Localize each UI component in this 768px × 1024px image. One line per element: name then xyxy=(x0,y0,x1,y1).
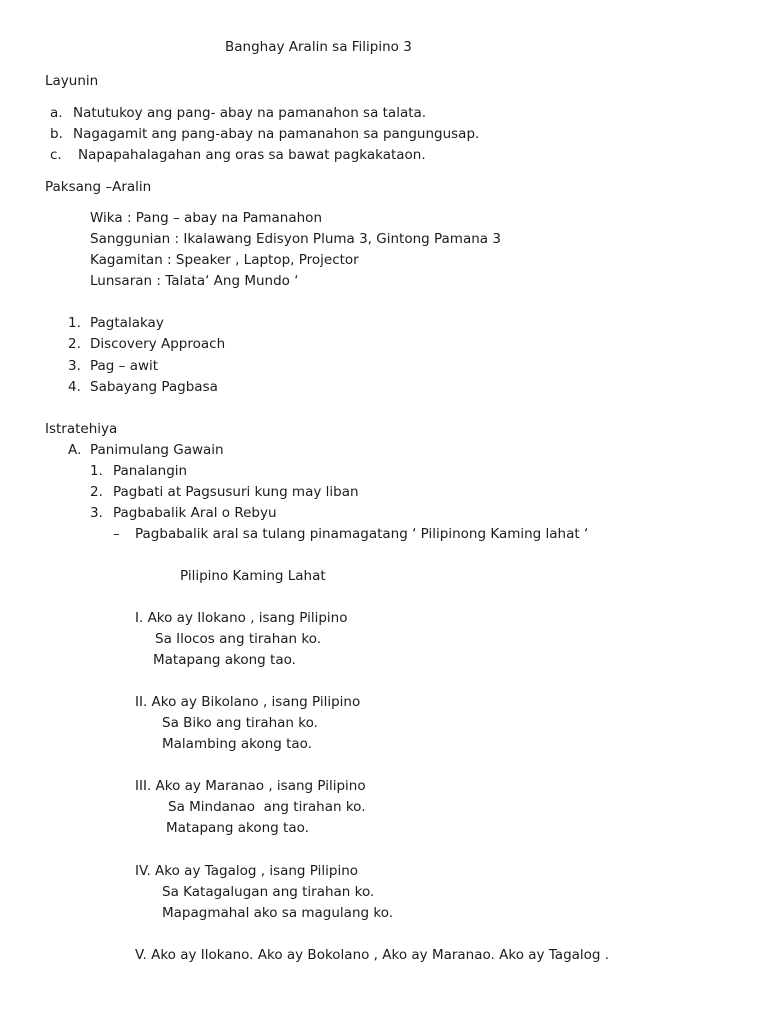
detail-line: Kagamitan : Speaker , Laptop, Projector xyxy=(90,252,359,268)
list-marker: 1. xyxy=(90,463,103,479)
paksang-aralin-heading: Paksang –Aralin xyxy=(45,179,152,195)
detail-line: Lunsaran : Talata‘ Ang Mundo ‘ xyxy=(90,273,299,289)
objective-item: Natutukoy ang pang- abay na pamanahon sa talata. xyxy=(73,105,427,121)
poem-line: Sa Ilocos ang tirahan ko. xyxy=(155,631,322,647)
poem-line: Sa Mindanao ang tirahan ko. xyxy=(168,799,366,815)
step-item: Panalangin xyxy=(113,463,188,479)
poem-line: Matapang akong tao. xyxy=(166,820,309,836)
poem-line: Mapagmahal ako sa magulang ko. xyxy=(162,905,394,921)
list-marker: 4. xyxy=(68,379,81,395)
poem-line: III. Ako ay Maranao , isang Pilipino xyxy=(135,778,366,794)
dash-marker: – xyxy=(113,526,120,542)
list-marker: c. xyxy=(50,147,62,163)
poem-line: Malambing akong tao. xyxy=(162,736,312,752)
method-item: Discovery Approach xyxy=(90,336,226,352)
method-item: Pagtalakay xyxy=(90,315,164,331)
poem-line: Sa Katagalugan ang tirahan ko. xyxy=(162,884,375,900)
list-marker: 3. xyxy=(90,505,103,521)
sub-item: Pagbabalik aral sa tulang pinamagatang ‘ Pilipinong Kaming lahat ‘ xyxy=(135,526,589,542)
poem-line: II. Ako ay Bikolano , isang Pilipino xyxy=(135,694,361,710)
poem-line: IV. Ako ay Tagalog , isang Pilipino xyxy=(135,863,359,879)
list-marker: 3. xyxy=(68,358,81,374)
document-title: Banghay Aralin sa Filipino 3 xyxy=(225,39,412,55)
detail-line: Wika : Pang – abay na Pamanahon xyxy=(90,210,322,226)
list-marker: 1. xyxy=(68,315,81,331)
objective-item: Nagagamit ang pang-abay na pamanahon sa pangungusap. xyxy=(73,126,480,142)
poem-line: I. Ako ay Ilokano , isang Pilipino xyxy=(135,610,348,626)
layunin-heading: Layunin xyxy=(45,73,99,89)
objective-item: Napapahalagahan ang oras sa bawat pagkakataon. xyxy=(78,147,426,163)
list-marker: A. xyxy=(68,442,82,458)
poem-line: Sa Biko ang tirahan ko. xyxy=(162,715,318,731)
step-item: Pagbati at Pagsusuri kung may liban xyxy=(113,484,359,500)
method-item: Pag – awit xyxy=(90,358,159,374)
step-item: Pagbabalik Aral o Rebyu xyxy=(113,505,277,521)
list-marker: a. xyxy=(50,105,63,121)
section-heading: Panimulang Gawain xyxy=(90,442,224,458)
list-marker: 2. xyxy=(90,484,103,500)
method-item: Sabayang Pagbasa xyxy=(90,379,218,395)
poem-line: V. Ako ay Ilokano. Ako ay Bokolano , Ako ay Maranao. Ako ay Tagalog . xyxy=(135,947,610,963)
detail-line: Sanggunian : Ikalawang Edisyon Pluma 3, Gintong Pamana 3 xyxy=(90,231,501,247)
list-marker: 2. xyxy=(68,336,81,352)
poem-line: Matapang akong tao. xyxy=(153,652,296,668)
list-marker: b. xyxy=(50,126,63,142)
istratehiya-heading: Istratehiya xyxy=(45,421,118,437)
poem-title: Pilipino Kaming Lahat xyxy=(180,568,326,584)
